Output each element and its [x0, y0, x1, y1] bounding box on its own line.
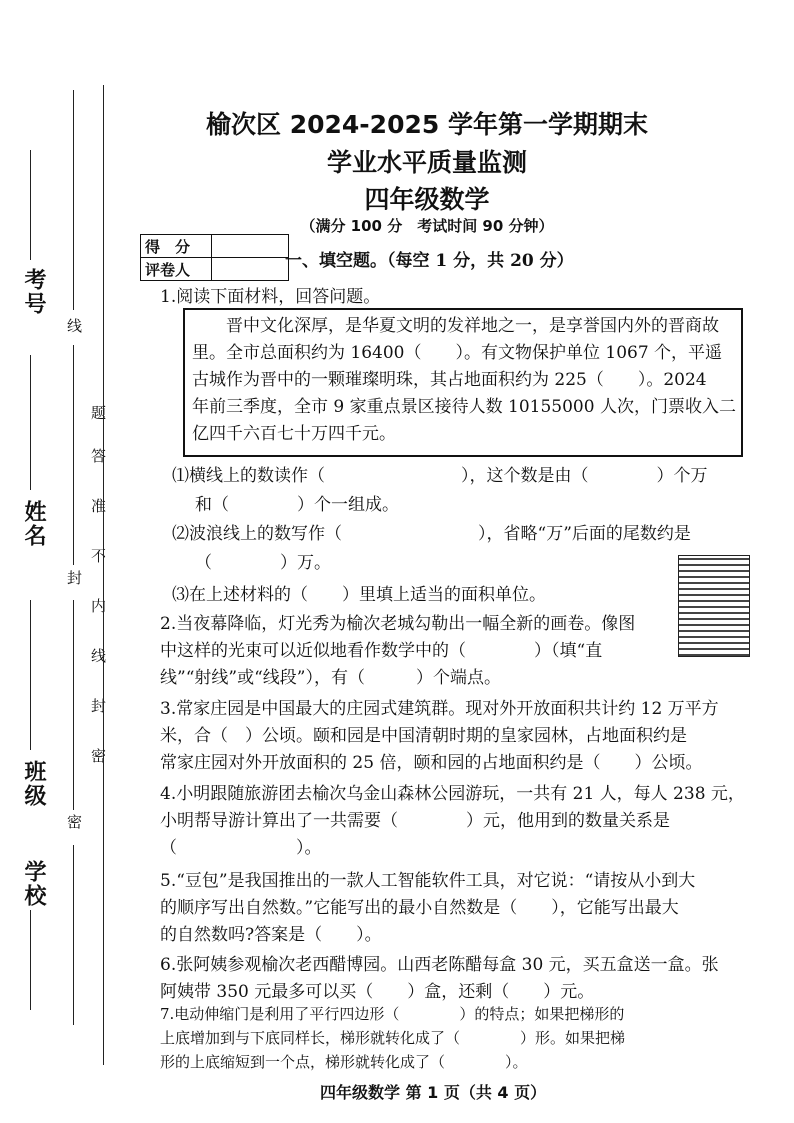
- q7-line-3: 形的上底缩短到一个点，梯形就转化成了（ ）。: [160, 1053, 528, 1071]
- material-line-4: 年前三季度，全市 9 家重点景区接待人数 10155000 人次，门票收入二: [192, 397, 736, 417]
- exam-subtitle: 学业水平质量监测: [326, 148, 527, 177]
- seal-line-outer-3: [73, 600, 74, 810]
- section-heading: 一、填空题。（每空 1 分，共 20 分）: [285, 251, 574, 271]
- material-line-2: 里。全市总面积约为 16400（ ）。有文物保护单位 1067 个，平遥: [192, 343, 723, 363]
- q7-line-1: 7.电动伸缩门是利用了平行四边形（ ）的特点；如果把梯形的: [160, 1005, 625, 1023]
- q7-line-2: 上底增加到与下底同样长，梯形就转化成了（ ）形。如果把梯: [160, 1029, 626, 1047]
- q5-line-3: 的自然数吗?答案是（ ）。: [160, 925, 382, 945]
- q3-line-3: 常家庄园对外开放面积的 25 倍，颐和园的占地面积约是（ ）公顷。: [160, 753, 703, 773]
- seal-note-2: 答: [89, 448, 107, 464]
- seal-note-6: 线: [89, 648, 107, 664]
- q2-line-3: 线”“射线”或“线段”），有（ ）个端点。: [160, 668, 501, 688]
- q4-line-3: （ ）。: [160, 838, 322, 858]
- class-line: [30, 600, 31, 750]
- field-class: 班级: [21, 760, 46, 808]
- score-cell[interactable]: [212, 235, 289, 258]
- seal-note-5: 内: [89, 598, 107, 614]
- q6-line-2: 阿姨带 350 元最多可以买（ ）盒，还剩（ ）元。: [160, 982, 595, 1002]
- field-exam-number: 考号: [21, 268, 46, 316]
- q1-prompt: 1.阅读下面材料，回答问题。: [160, 287, 381, 307]
- school-line: [30, 910, 31, 1010]
- seal-char-line: 线: [65, 318, 83, 334]
- seal-note-3: 准: [89, 498, 107, 514]
- q3-line-2: 米，合（ ）公顷。颐和园是中国清朝时期的皇家园林，占地面积约是: [160, 726, 687, 746]
- field-name: 姓名: [21, 500, 46, 548]
- grader-label: 评卷人: [141, 258, 212, 281]
- seal-note-4: 不: [89, 548, 107, 564]
- q1-sub1b: 和（ ）个一组成。: [195, 495, 399, 515]
- score-table: [140, 234, 289, 281]
- seal-char-seal: 封: [65, 570, 83, 586]
- light-show-photo: [678, 555, 750, 657]
- seal-note-7: 封: [89, 698, 107, 714]
- exam-title: 榆次区 2024-2025 学年第一学期期末: [206, 110, 648, 139]
- field-school: 学校: [21, 860, 46, 908]
- q4-line-2: 小明帮导游计算出了一共需要（ ）元，他用到的数量关系是: [160, 811, 670, 831]
- q5-line-2: 的顺序写出自然数。”它能写出的最小自然数是（ ），它能写出最大: [160, 898, 679, 918]
- q2-line-1: 2.当夜幕降临，灯光秀为榆次老城勾勒出一幅全新的画卷。像图: [160, 614, 636, 634]
- q1-sub1a: ⑴横线上的数读作（ ），这个数是由（ ）个万: [172, 466, 708, 486]
- q1-sub2a: ⑵波浪线上的数写作（ ），省略“万”后面的尾数约是: [172, 524, 691, 544]
- name-line: [30, 355, 31, 490]
- seal-note-1: 题: [89, 405, 107, 421]
- material-line-3: 古城作为晋中的一颗璀璨明珠，其占地面积约为 225（ ）。2024: [192, 370, 707, 390]
- q4-line-1: 4.小明跟随旅游团去榆次乌金山森林公园游玩，一共有 21 人，每人 238 元，: [160, 784, 745, 804]
- seal-line-outer-4: [73, 845, 74, 1025]
- material-line-1: 晋中文化深厚，是华夏文明的发祥地之一，是享誉国内外的晋商故: [192, 316, 719, 336]
- q5-line-1: 5.“豆包”是我国推出的一款人工智能软件工具，对它说：“请按从小到大: [160, 871, 696, 891]
- score-label: 得 分: [141, 235, 212, 258]
- q2-line-2: 中这样的光束可以近似地看作数学中的（ ）（填“直: [160, 641, 603, 661]
- grader-cell[interactable]: [212, 258, 289, 281]
- seal-note-8: 密: [89, 748, 107, 764]
- page-footer: 四年级数学 第 1 页（共 4 页）: [320, 1083, 547, 1102]
- q6-line-1: 6.张阿姨参观榆次老西醋博园。山西老陈醋每盒 30 元，买五盒送一盒。张: [160, 955, 719, 975]
- q1-sub2b: （ ）万。: [195, 553, 331, 573]
- material-line-5: 亿四千六百七十万四千元。: [192, 424, 396, 444]
- q1-sub3: ⑶在上述材料的（ ）里填上适当的面积单位。: [172, 585, 546, 605]
- exam-subject: 四年级数学: [364, 185, 490, 214]
- seal-char-secret: 密: [65, 814, 83, 830]
- exam-info: （满分 100 分 考试时间 90 分钟）: [300, 217, 554, 235]
- q3-line-1: 3.常家庄园是中国最大的庄园式建筑群。现对外开放面积共计约 12 万平方: [160, 699, 719, 719]
- seal-line-outer-2: [73, 345, 74, 565]
